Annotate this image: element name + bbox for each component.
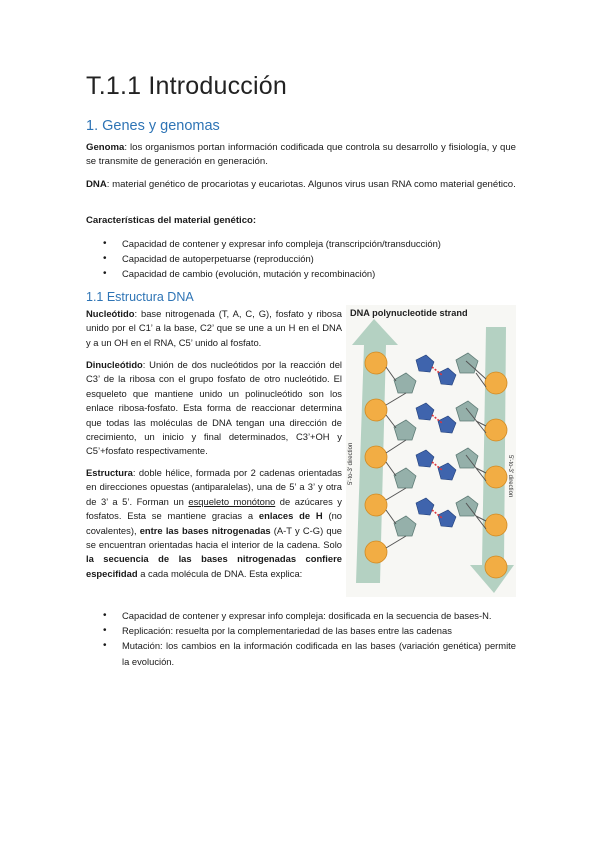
nucleotido-paragraph: Nucleótido: base nitrogenada (T, A, C, G), fosfato y ribosa unido por el C1’ a la base, C2’ que se une a un H en el DNA y a un OH en el RNA, C5’ unido al fosfato.	[86, 308, 342, 348]
dinucleotido-paragraph: Dinucleótido: Unión de dos nucleótidos por la reacción del C3’ de la ribosa con el grupo fosfato de otro nucleótido. El esqueleto que mantiene unido un polinucleótido son los enlace ribosa-fosfato. Esta forma de reaccionar determina que todas las moléculas de DNA tengan una dirección de crecimiento, un inicio y final determinados, C3’+OH y C5’+fosfato respectivamente.	[86, 359, 342, 457]
left-direction-label: 5'-to-3' direction	[348, 442, 354, 485]
explica-list	[86, 608, 516, 669]
dna-paragraph	[86, 178, 516, 192]
genoma-text: : los organismos portan información codificada que controla su desarrollo y fisiología, y que se transmite de generación en generación.	[86, 142, 516, 168]
figure-title: DNA polynucleotide strand	[350, 308, 468, 318]
bases	[416, 355, 456, 527]
right-direction-label: 5'-to-3' direction	[507, 455, 513, 498]
estructura-paragraph: Estructura: doble hélice, formada por 2 cadenas orientadas en direcciones opuestas (antiparalelas), una de 5’ a 3’ y otra de 3’ a 5’. Forman un esqueleto monótono de azúcares y fosfatos. Esta se mantiene gracias a enlaces de H (no covalentes), entre las bases nitrogenadas (A-T y C-G) que se encuentran orientadas hacia el interior de la cadena. Solo la secuencia de las bases nitrogenadas confiere especifidad a cada molécula de DNA. Esta explica:	[86, 467, 343, 579]
caracteristicas-heading: Características del material genético:	[86, 215, 257, 226]
dna-figure	[346, 305, 516, 597]
list-item: • Replicación: resuelta por la complementariedad de las bases entre las cadenas	[103, 625, 452, 637]
estructura-term: Estructura	[86, 467, 133, 478]
genoma-term: Genoma	[86, 142, 125, 153]
dinucleotido-term: Dinucleótido	[86, 359, 143, 370]
hydrogen-bonds	[432, 367, 442, 518]
dna-text: : material genético de procariotas y eucariotas. Algunos virus usan RNA como material genético.	[106, 179, 516, 190]
nucleotido-term: Nucleótido	[86, 308, 135, 319]
dna-strand-illustration	[346, 305, 516, 597]
list-item: • Capacidad de cambio (evolución, mutación y recombinación)	[103, 268, 376, 280]
list-item: • Mutación: los cambios en la información codificada en las bases (variación genética) permite la evolución.	[103, 640, 516, 667]
list-item: • Capacidad de contener y expresar info compleja (transcripción/transducción)	[103, 238, 441, 249]
list-item: • Capacidad de contener y expresar info compleja: dosificada en la secuencia de bases-N.	[103, 610, 492, 621]
page-title: T.1.1 Introducción	[86, 72, 287, 100]
caracteristicas-list	[86, 236, 516, 282]
section-heading-estructura: 1.1 Estructura DNA	[86, 290, 194, 304]
sugars	[394, 353, 478, 536]
list-item: • Capacidad de autoperpetuarse (reproducción)	[103, 253, 314, 265]
section-heading-genes: 1. Genes y genomas	[86, 118, 220, 134]
dna-term: DNA	[86, 179, 107, 190]
genoma-paragraph	[86, 141, 516, 170]
